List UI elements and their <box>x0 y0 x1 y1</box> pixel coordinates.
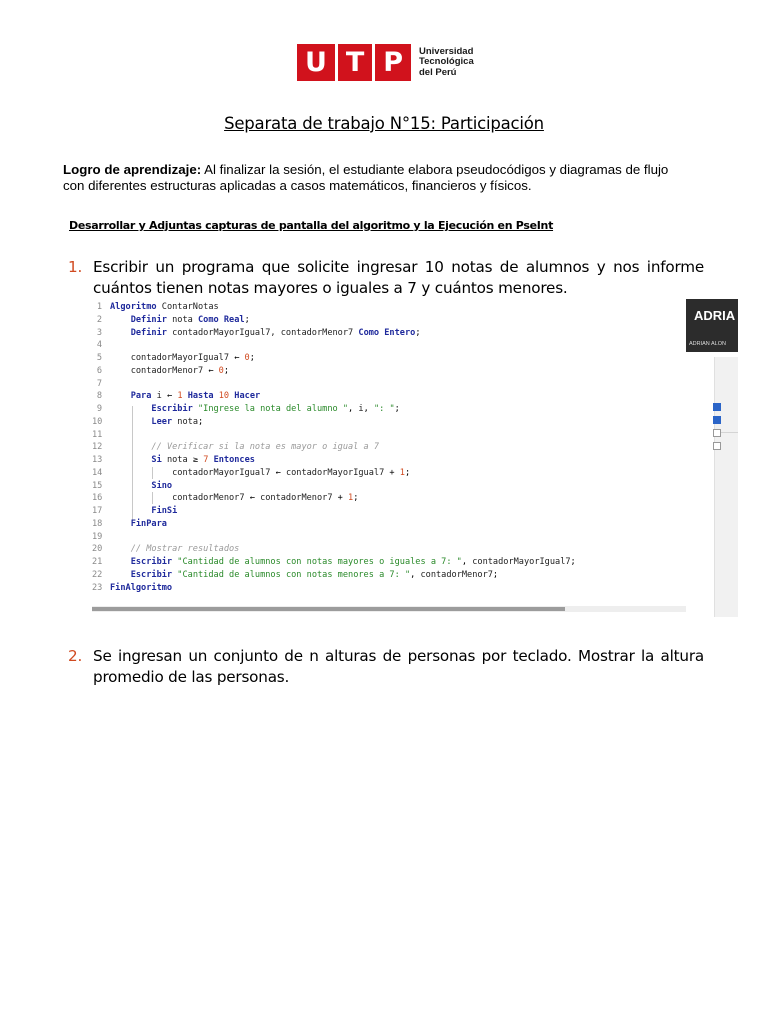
line-number: 1 <box>96 302 102 312</box>
line-number: 18 <box>92 518 103 529</box>
question-number: 1. <box>68 258 83 276</box>
question-number: 2. <box>68 647 83 665</box>
side-panel <box>686 299 738 619</box>
logo-letter: U <box>304 47 327 78</box>
line-number: 16 <box>92 493 103 504</box>
profile-subtitle: ADRIAN ALON <box>689 341 726 347</box>
logo-separator <box>372 44 375 81</box>
logo-separator <box>335 44 338 81</box>
line-number: 12 <box>92 442 103 453</box>
line-number: 5 <box>96 353 102 363</box>
line-number: 14 <box>92 467 103 478</box>
line-number: 19 <box>92 531 103 542</box>
logo-mark <box>297 44 411 81</box>
checkbox-checked[interactable] <box>713 416 721 424</box>
line-number: 13 <box>92 455 103 465</box>
question-2 <box>68 646 704 688</box>
logo-text-line: Tecnológica <box>419 56 474 68</box>
line-number: 10 <box>92 416 103 427</box>
line-number: 3 <box>96 327 102 338</box>
learning-goal-text: Al finalizar la sesión, el estudiante elabora pseudocódigos y diagramas de flujo con diferentes estructuras aplicadas a casos matemáticos, financieros y físicos. <box>63 162 669 193</box>
line-number: 15 <box>92 480 103 491</box>
checkbox[interactable] <box>713 429 721 437</box>
question-1 <box>68 257 704 299</box>
utp-logo <box>297 44 474 81</box>
checkbox[interactable] <box>713 442 721 450</box>
logo-letter: P <box>383 47 404 78</box>
question-text: Se ingresan un conjunto de n alturas de personas por teclado. Mostrar la altura promedio de las personas. <box>93 647 704 686</box>
code-listing: 1 Algoritmo ContarNotas 2 Definir nota Como Real; 3 Definir contadorMayorIgual7, contadorMenor7 Como Entero; 4 5 contadorMayorIgual7 ← 0; 6 contadorMenor7 ← 0; 7 8 Para i ← 1 Hasta 10 Hacer 9 Escribir "Ingrese la nota del alumno ", i, ": "; 10 Leer nota; 11 12 // Verificar si la nota es mayor o igual a 7 13 Si nota ≥ 7 Entonces 14 contadorMayorIgual7 ← contadorMayorIgual7 + 1; 15 Sino 16 contadorMenor7 ← contadorMenor7 + 1; 17 FinSi 18 FinPara 19 20 // Mostrar resultados 21 Escribir "Cantidad de alumnos con notas mayores o iguales a 7: ", contadorMayorIgual7; 22 Escribir "Cantidad de alumnos con notas menores a 7: ", contadorMenor7; 23 FinAlgoritmo <box>92 302 576 593</box>
line-number: 8 <box>96 391 102 402</box>
line-number: 4 <box>96 340 102 351</box>
logo-text-line: Universidad <box>419 45 474 57</box>
line-number: 23 <box>92 582 103 593</box>
profile-header <box>686 299 738 352</box>
line-number: 9 <box>96 404 102 414</box>
logo-wordmark <box>419 47 474 79</box>
pseint-screenshot <box>92 299 738 619</box>
line-number: 22 <box>92 569 103 580</box>
line-number: 21 <box>92 557 103 567</box>
line-number: 7 <box>96 378 102 389</box>
checkbox-checked[interactable] <box>713 403 721 411</box>
learning-goal <box>63 162 693 194</box>
line-number: 2 <box>96 314 102 325</box>
code-editor <box>92 299 720 619</box>
line-number: 11 <box>92 429 103 440</box>
horizontal-scrollbar[interactable] <box>92 606 720 612</box>
instructions-heading: Desarrollar y Adjuntas capturas de pantalla del algoritmo y la Ejecución en PseInt <box>69 219 554 232</box>
line-number: 17 <box>92 506 103 516</box>
line-number: 20 <box>92 544 103 555</box>
line-number: 6 <box>96 365 102 376</box>
page-title: Separata de trabajo N°15: Participación <box>224 114 544 133</box>
logo-text-line: del Perú <box>419 66 457 78</box>
options-panel <box>714 357 738 617</box>
learning-goal-label: Logro de aprendizaje: <box>63 162 202 177</box>
question-text: Escribir un programa que solicite ingresar 10 notas de alumnos y nos informe cuántos tienen notas mayores o iguales a 7 y cuántos menores. <box>93 258 704 297</box>
profile-name: ADRIA <box>694 308 736 323</box>
logo-letter: T <box>345 47 365 78</box>
scrollbar-thumb[interactable] <box>92 607 565 611</box>
